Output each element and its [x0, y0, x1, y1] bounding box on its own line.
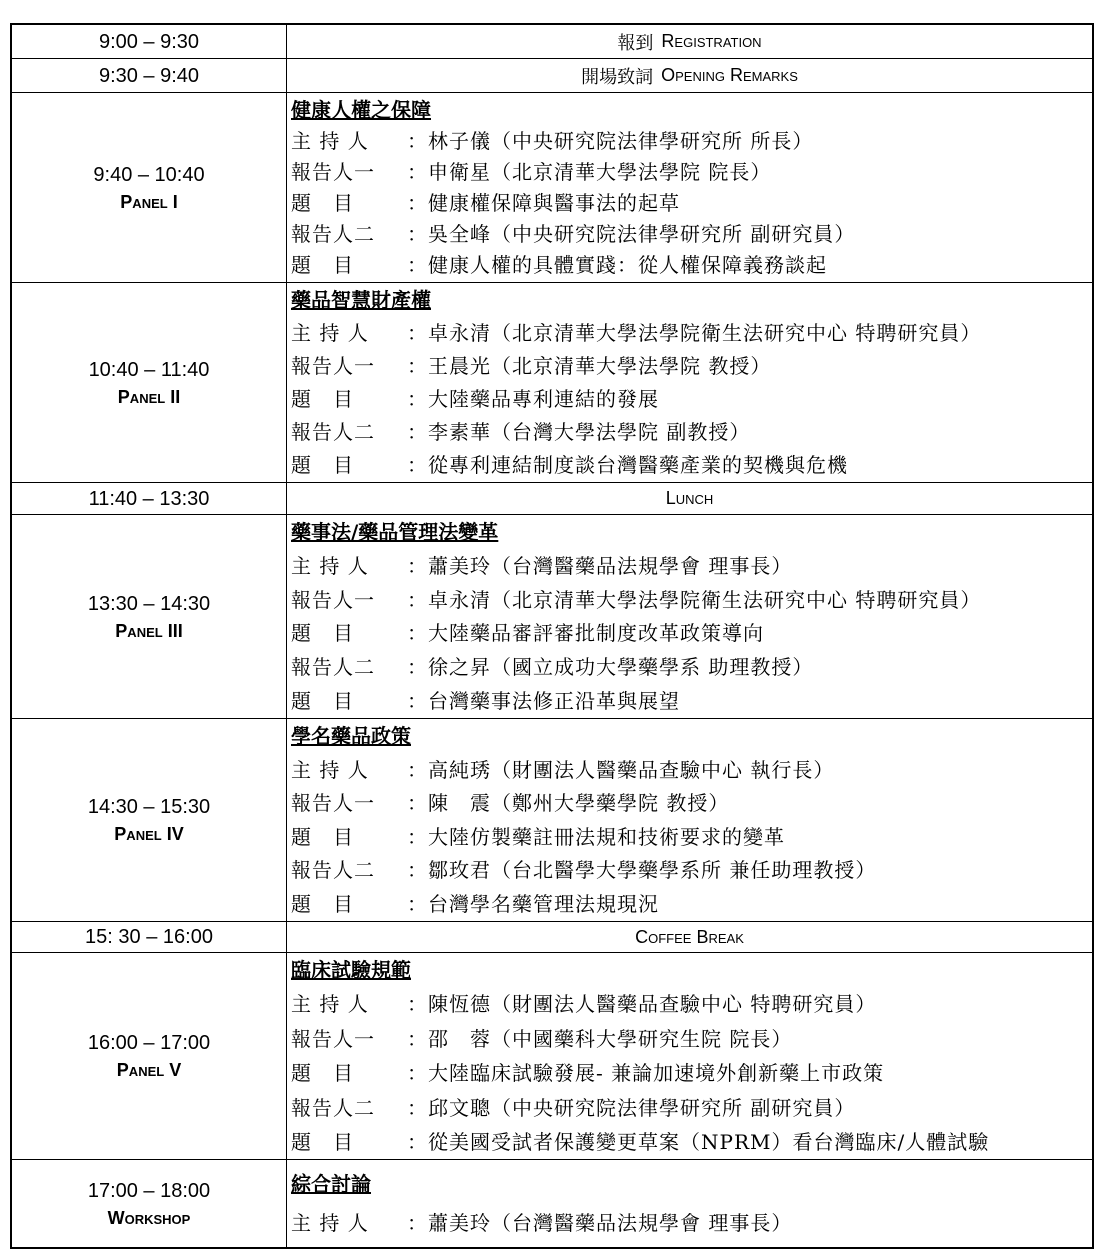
schedule-row-coffee-break	[12, 922, 1092, 953]
time-cell	[12, 922, 287, 952]
event-cell	[287, 25, 1092, 58]
role-label: 題 目	[291, 387, 354, 411]
time-cell	[12, 25, 287, 58]
panel-cell	[287, 719, 1092, 921]
role-detail: ：吳全峰（中央研究院法律學研究所 副研究員）	[407, 222, 856, 246]
role-detail: ：從專利連結制度談台灣醫藥產業的契機與危機	[407, 453, 848, 477]
schedule-row-panel-3	[12, 515, 1092, 719]
moderator-line	[291, 320, 1088, 346]
time-cell	[12, 515, 287, 718]
event-cell	[287, 922, 1092, 952]
role-detail: ：台灣藥事法修正沿革與展望	[407, 688, 680, 713]
schedule-row-panel-4	[12, 719, 1092, 922]
event-cell	[287, 483, 1092, 514]
role-label: 報告人一	[291, 587, 375, 612]
time-label: 17:00 – 18:00	[87, 1179, 211, 1202]
role-detail: ：陳恆德（財團法人醫藥品查驗中心 特聘研究員）	[407, 992, 877, 1017]
role-detail: ：大陸仿製藥註冊法規和技術要求的變革	[407, 824, 785, 849]
role-detail: ：台灣學名藥管理法規現況	[407, 891, 659, 916]
panel-title: 臨床試驗規範	[291, 958, 411, 982]
topic-1-line	[291, 620, 1088, 646]
moderator-line	[291, 1210, 1088, 1236]
event-label-zh: 開場致詞	[581, 66, 654, 88]
role-detail: ：申衛星（北京清華大學法學院 院長）	[407, 160, 772, 184]
time-cell	[12, 283, 287, 482]
role-label: 報告人二	[291, 1095, 375, 1120]
speaker-1-line	[291, 587, 1088, 613]
panel-title: 藥品智慧財產權	[291, 288, 431, 312]
topic-1-line	[291, 1060, 1088, 1086]
panel-label: Workshop	[107, 1207, 191, 1228]
schedule-row-panel-1	[12, 93, 1092, 283]
event-label-en: Lunch	[665, 488, 714, 508]
role-detail: ：邵 蓉（中國藥科大學研究生院 院長）	[407, 1026, 793, 1051]
time-label: 9:30 – 9:40	[98, 64, 200, 87]
speaker-1-line	[291, 1026, 1088, 1052]
speaker-2-line	[291, 1095, 1088, 1121]
speaker-2-line	[291, 221, 1088, 247]
speaker-1-line	[291, 353, 1088, 379]
panel-cell	[287, 283, 1092, 482]
schedule-row-panel-2	[12, 283, 1092, 483]
role-label: 主 持 人	[291, 129, 369, 153]
role-label: 主 持 人	[291, 757, 369, 782]
role-label: 題 目	[291, 1061, 354, 1086]
topic-1-line	[291, 386, 1088, 412]
role-label: 主 持 人	[291, 553, 369, 578]
schedule-row-opening	[12, 59, 1092, 93]
topic-1-line	[291, 824, 1088, 850]
role-detail: ：健康權保障與醫事法的起草	[407, 191, 680, 215]
role-detail: ：李素華（台灣大學法學院 副教授）	[407, 420, 751, 444]
event-label-en: Opening Remarks	[661, 65, 798, 85]
schedule-table	[10, 23, 1094, 1249]
topic-2-line	[291, 252, 1088, 278]
role-detail: ：大陸藥品專利連結的發展	[407, 387, 659, 411]
panel-label: Panel V	[116, 1060, 182, 1080]
time-cell	[12, 719, 287, 921]
role-label: 題 目	[291, 453, 354, 477]
role-label: 報告人二	[291, 222, 375, 246]
role-label: 主 持 人	[291, 1211, 369, 1236]
schedule-row-registration	[12, 25, 1092, 59]
role-label: 主 持 人	[291, 992, 369, 1017]
role-detail: ：王晨光（北京清華大學法學院 教授）	[407, 354, 772, 378]
role-detail: ：蕭美玲（台灣醫藥品法規學會 理事長）	[407, 553, 793, 578]
role-label: 題 目	[291, 253, 354, 277]
role-label: 題 目	[291, 824, 354, 849]
role-detail: ：大陸臨床試驗發展- 兼論加速境外創新藥上市政策	[407, 1061, 885, 1086]
role-detail: ：健康人權的具體實踐：從人權保障義務談起	[407, 253, 827, 277]
role-label: 題 目	[291, 191, 354, 215]
time-cell	[12, 953, 287, 1159]
panel-cell	[287, 93, 1092, 282]
panel-title: 健康人權之保障	[291, 98, 431, 122]
role-detail: ：陳 震（鄭州大學藥學院 教授）	[407, 791, 730, 816]
moderator-line	[291, 991, 1088, 1017]
topic-1-line	[291, 190, 1088, 216]
moderator-line	[291, 757, 1088, 783]
panel-label: Panel III	[115, 620, 183, 641]
moderator-line	[291, 553, 1088, 579]
schedule-row-workshop	[12, 1160, 1092, 1247]
event-label-zh: 報到	[617, 32, 654, 54]
schedule-row-lunch	[12, 483, 1092, 515]
speaker-2-line	[291, 654, 1088, 680]
time-label: 15: 30 – 16:00	[85, 926, 213, 948]
time-label: 13:30 – 14:30	[87, 592, 211, 615]
schedule-row-panel-5	[12, 953, 1092, 1160]
panel-label: Panel I	[120, 191, 178, 212]
role-label: 題 目	[291, 621, 354, 646]
role-detail: ：蕭美玲（台灣醫藥品法規學會 理事長）	[407, 1211, 793, 1236]
role-label: 報告人一	[291, 160, 375, 184]
panel-title: 綜合討論	[291, 1171, 371, 1196]
role-detail: ：鄒玫君（台北醫學大學藥學系所 兼任助理教授）	[407, 858, 877, 883]
time-label: 9:00 – 9:30	[98, 30, 200, 53]
role-detail: ：卓永清（北京清華大學法學院衛生法研究中心 特聘研究員）	[407, 321, 982, 345]
role-detail: ：邱文聰（中央研究院法律學研究所 副研究員）	[407, 1095, 856, 1120]
panel-label: Panel II	[117, 386, 181, 407]
speaker-2-line	[291, 857, 1088, 883]
time-label: 16:00 – 17:00	[87, 1032, 211, 1054]
role-label: 報告人一	[291, 354, 375, 378]
time-label: 9:40 – 10:40	[93, 163, 205, 186]
role-detail: ：卓永清（北京清華大學法學院衛生法研究中心 特聘研究員）	[407, 587, 982, 612]
panel-title: 學名藥品政策	[291, 724, 411, 748]
role-label: 報告人二	[291, 420, 375, 444]
panel-title: 藥事法/藥品管理法變革	[291, 520, 499, 544]
topic-2-line	[291, 688, 1088, 714]
topic-2-line	[291, 1129, 1088, 1155]
time-cell	[12, 1160, 287, 1247]
event-label-en: Coffee Break	[635, 926, 744, 947]
topic-2-line	[291, 891, 1088, 917]
time-cell	[12, 483, 287, 514]
time-label: 14:30 – 15:30	[87, 796, 211, 818]
role-detail: ：林子儀（中央研究院法律學研究所 所長）	[407, 129, 814, 153]
time-cell	[12, 93, 287, 282]
role-label: 題 目	[291, 891, 354, 916]
panel-cell	[287, 953, 1092, 1159]
role-detail: ：徐之昇（國立成功大學藥學系 助理教授）	[407, 655, 814, 680]
event-cell	[287, 59, 1092, 92]
role-label: 報告人一	[291, 791, 375, 816]
role-label: 主 持 人	[291, 321, 369, 345]
topic-2-line	[291, 452, 1088, 478]
panel-label: Panel IV	[114, 824, 184, 844]
panel-cell	[287, 1160, 1092, 1247]
role-label: 報告人二	[291, 858, 375, 883]
speaker-1-line	[291, 790, 1088, 816]
role-label: 報告人二	[291, 655, 375, 680]
role-label: 報告人一	[291, 1026, 375, 1051]
role-label: 題 目	[291, 688, 354, 713]
role-detail: ：大陸藥品審評審批制度改革政策導向	[407, 621, 764, 646]
role-label: 題 目	[291, 1129, 354, 1154]
role-detail: ：從美國受試者保護變更草案（NPRM）看台灣臨床/人體試驗	[407, 1129, 990, 1154]
time-label: 11:40 – 13:30	[88, 487, 210, 510]
time-cell	[12, 59, 287, 92]
speaker-1-line	[291, 159, 1088, 185]
role-detail: ：高純琇（財團法人醫藥品查驗中心 執行長）	[407, 757, 835, 782]
speaker-2-line	[291, 419, 1088, 445]
panel-cell	[287, 515, 1092, 718]
moderator-line	[291, 128, 1088, 154]
time-label: 10:40 – 11:40	[88, 358, 210, 381]
event-label-en: Registration	[661, 31, 762, 51]
